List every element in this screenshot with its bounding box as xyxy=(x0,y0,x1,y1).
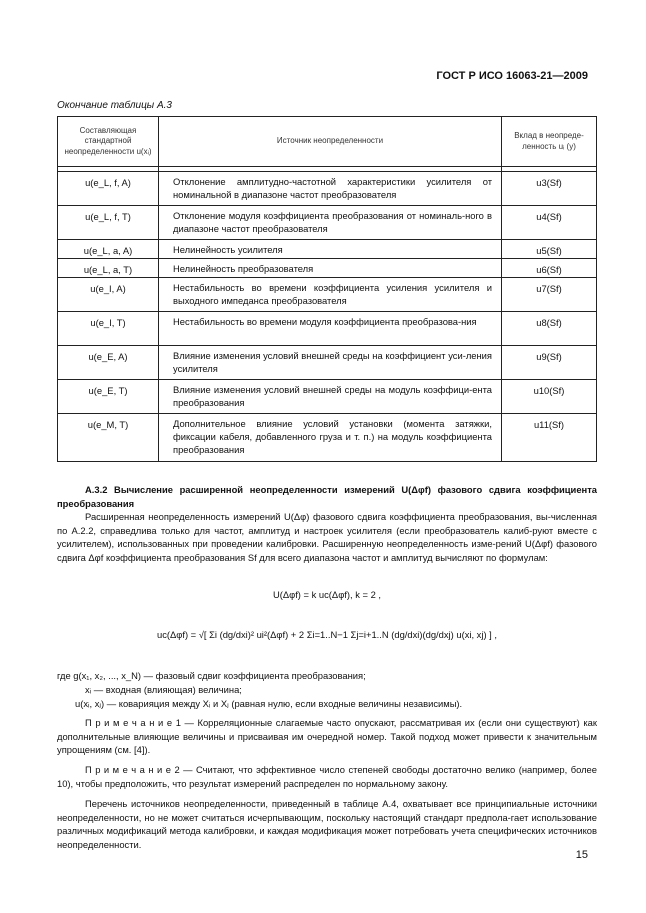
table-row: u(e_I, T) Нестабильность во времени модуля коэффициента преобразова-ния u8(Sf) xyxy=(58,312,597,346)
page-number: 15 xyxy=(575,849,588,861)
formula-expanded-uncertainty: U(Δφf) = k uc(Δφf), k = 2 , xyxy=(272,589,382,600)
table-row: u(e_M, T) Дополнительное влияние условий установки (момента затяжки, фиксации кабеля, добавленного груза и т. п.) на модуль коэффициента преобразования u11(Sf) xyxy=(58,414,597,462)
formula-combined-uncertainty: uc(Δφf) = √[ Σi (dg/dxi)² ui²(Δφf) + 2 Σi=1..N−1 Σj=i+1..N (dg/dxi)(dg/dxj) u(xi, xj) ] , xyxy=(156,629,497,640)
table-caption: Окончание таблицы А.3 xyxy=(57,100,172,111)
col-header-component: Составляющая стандартной неопределенности u(xᵢ) xyxy=(58,117,159,167)
table-row: u(e_E, T) Влияние изменения условий внешней среды на модуль коэффици-ента преобразования u10(Sf) xyxy=(58,380,597,414)
note-2: П р и м е ч а н и е 2 — Считают, что эффективное число степеней свободы достаточно велико (например, более 10), чтобы предположить, что результат измерений распределен по нормальному закону. xyxy=(57,764,597,789)
paragraph-2: Перечень источников неопределенности, приведенный в таблице А.4, охватывает все принципиальные источники неопределенности, но не может считаться исчерпывающим, поскольку настоящий стандарт предпола-гает использование различных модификаций метода калибровки, и каждая модификация может потребовать учета специфических источников неопределенности. xyxy=(57,798,597,850)
table-row: u(e_L, a, A) Нелинейность усилителя u5(Sf) xyxy=(58,240,597,259)
table-row: u(e_L, a, T) Нелинейность преобразователя u6(Sf) xyxy=(58,259,597,278)
uncertainty-table xyxy=(57,116,597,462)
standard-header: ГОСТ Р ИСО 16063-21—2009 xyxy=(436,70,588,82)
section-heading: A.3.2 Вычисление расширенной неопределенности измерений U(Δφf) фазового сдвига коэффициента преобразования xyxy=(57,484,597,509)
where-line-1: где g(x₁, x₂, ..., x_N) — фазовый сдвиг коэффициента преобразования; xyxy=(57,670,366,681)
table-row: u(e_L, f, T) Отклонение модуля коэффициента преобразования от номиналь-ного в диапазоне частот преобразователя u4(Sf) xyxy=(58,206,597,240)
where-line-2: xᵢ — входная (влияющая) величина; xyxy=(85,684,242,695)
where-line-3: u(xᵢ, xⱼ) — коварияция между Xᵢ и Xⱼ (равная нулю, если входные величины независимы). xyxy=(75,698,463,709)
table-row: u(e_I, A) Нестабильность во времени коэффициента усиления усилителя и выходного импеданса преобразователя u7(Sf) xyxy=(58,278,597,312)
paragraph-1: Расширенная неопределенность измерений U(Δφ) фазового сдвига коэффициента преобразования, вы-численная по А.2.2, справедлива только для частот, амплитуд и настроек усилителя (если преобразователь калиб-руют вместе с усилителем), использованных при проведении калибровки. Расширенную неопределенность изме-рений U(Δφf) фазового сдвига Δφf коэффициента преобразования Sf для всего диапазона частот и амплитуд вычисляют по формулам: xyxy=(57,511,597,563)
col-header-contribution: Вклад в неопреде-ленность uᵢ (y) xyxy=(502,117,597,167)
table-row: u(e_L, f, A) Отклонение амплитудно-частотной характеристики усилителя от номинальной в диапазоне частот преобразователя u3(Sf) xyxy=(58,172,597,206)
table-row: u(e_E, A) Влияние изменения условий внешней среды на коэффициент уси-ления усилителя u9(Sf) xyxy=(58,346,597,380)
table-header-row xyxy=(58,117,597,167)
note-1: П р и м е ч а н и е 1 — Корреляционные слагаемые часто опускают, рассматривая их (если они существуют) как дополнительные влияющие величины и присваивая им очередной номер. Такой подход может привести к значительным упрощениям (см. [4]). xyxy=(57,717,597,756)
col-header-source: Источник неопределенности xyxy=(159,117,502,167)
